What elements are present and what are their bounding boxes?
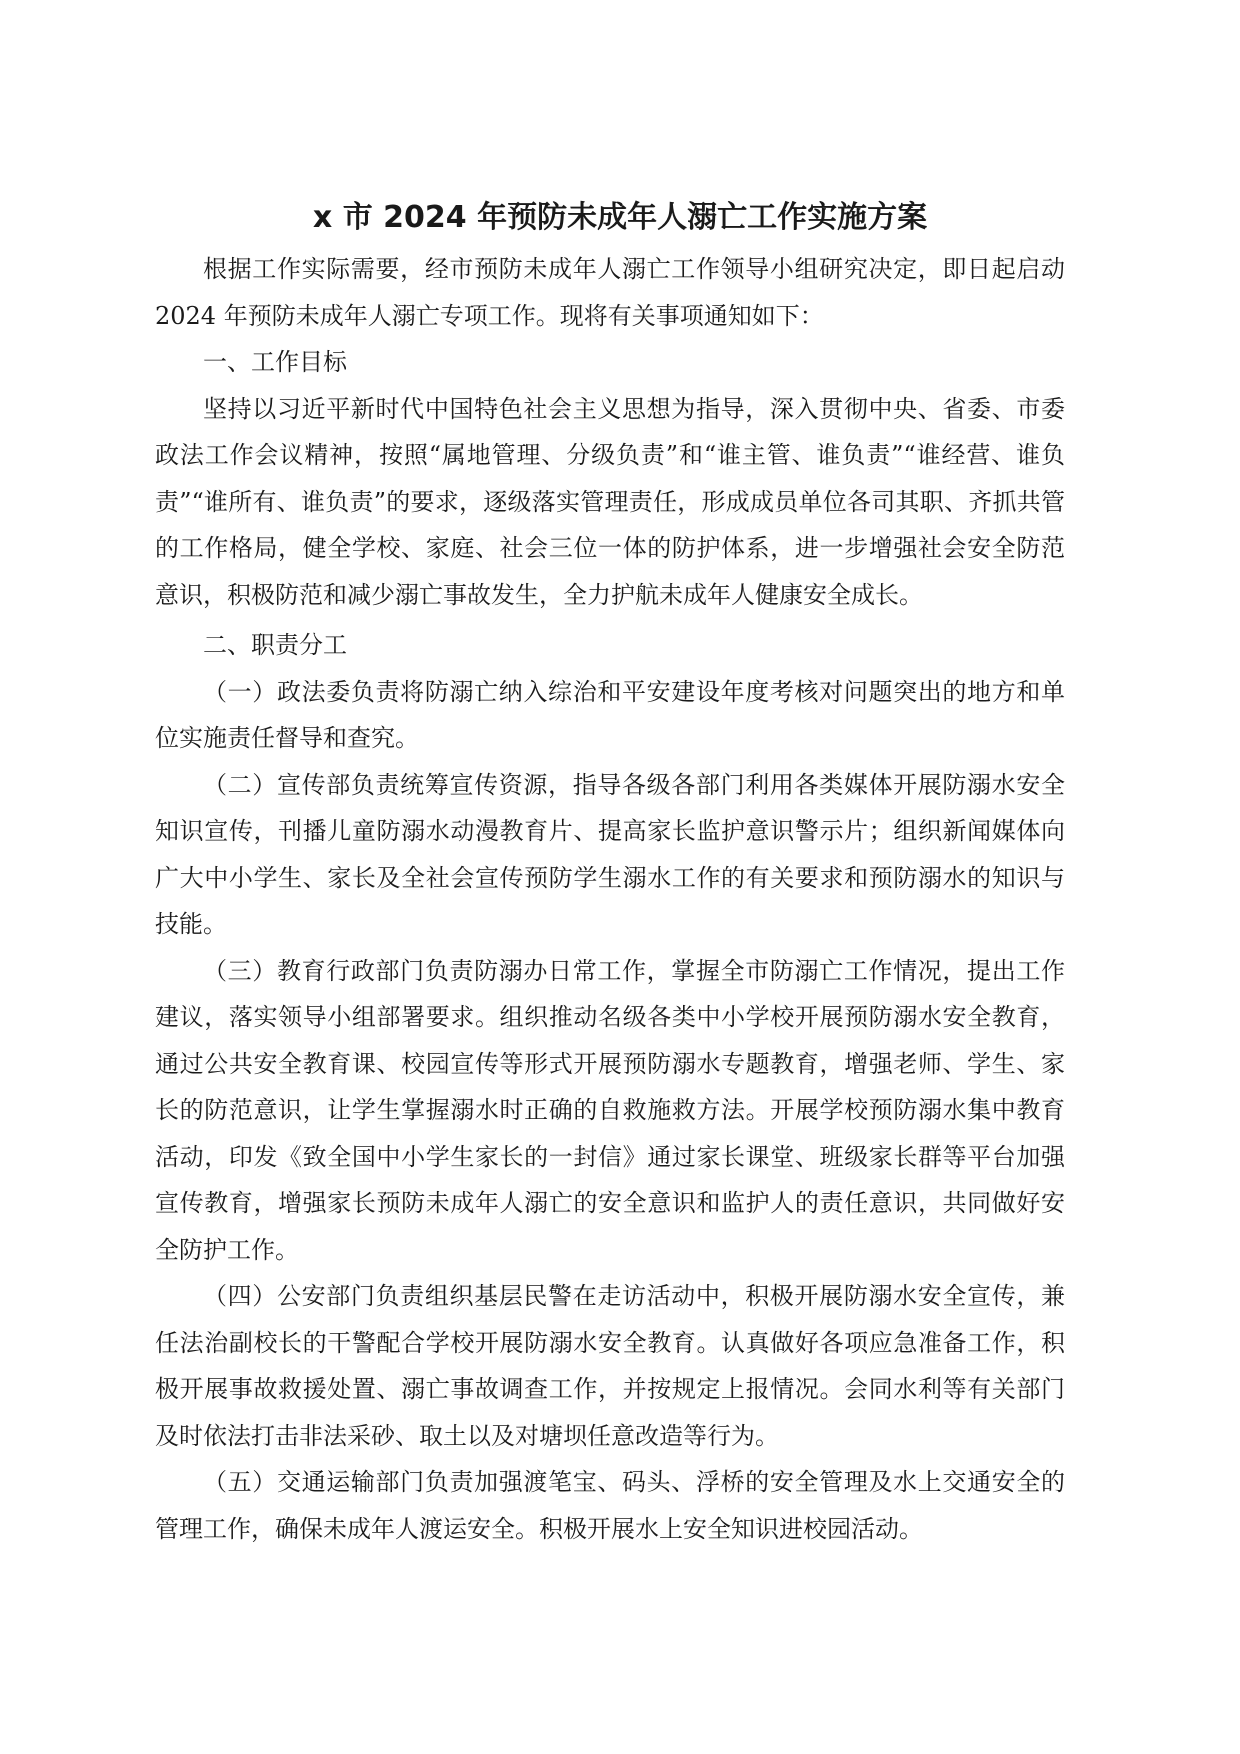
intro-paragraph: 根据工作实际需要，经市预防未成年人溺亡工作领导小组研究决定，即日起启动 2024 年预防未成年人溺亡专项工作。现将有关事项通知如下： [155, 255, 1065, 330]
section-heading-goals: 一、工作目标 [203, 348, 347, 376]
duty-item-transport: （五）交通运输部门负责加强渡笔宝、码头、浮桥的安全管理及水上交通安全的管理工作，确保未成年人渡运安全。积极开展水上安全知识进校园活动。 [155, 1468, 1065, 1543]
document-body [155, 246, 1065, 1552]
goals-paragraph: 坚持以习近平新时代中国特色社会主义思想为指导，深入贯彻中央、省委、市委政法工作会议精神，按照“属地管理、分级负责”和“谁主管、谁负责”“谁经营、谁负责”“谁所有、谁负责”的要求，逐级落实管理责任，形成成员单位各司其职、齐抓共管的工作格局，健全学校、家庭、社会三位一体的防护体系，进一步增强社会安全防范意识，积极防范和减少溺亡事故发生，全力护航未成年人健康安全成长。 [155, 394, 1065, 609]
duty-item-publicity: （二）宣传部负责统筹宣传资源，指导各级各部门利用各类媒体开展防溺水安全知识宣传，刊播儿童防溺水动漫教育片、提高家长监护意识警示片；组织新闻媒体向广大中小学生、家长及全社会宣传预防学生溺水工作的有关要求和预防溺水的知识与技能。 [155, 770, 1065, 938]
section-heading-duties: 二、职责分工 [203, 631, 347, 659]
duty-item-education: （三）教育行政部门负责防溺办日常工作，掌握全市防溺亡工作情况，提出工作建议，落实领导小组部署要求。组织推动名级各类中小学校开展预防溺水安全教育，通过公共安全教育课、校园宣传等形式开展预防溺水专题教育，增强老师、学生、家长的防范意识，让学生掌握溺水时正确的自救施救方法。开展学校预防溺水集中教育活动，印发《致全国中小学生家长的一封信》通过家长课堂、班级家长群等平台加强宣传教育，增强家长预防未成年人溺亡的安全意识和监护人的责任意识，共同做好安全防护工作。 [155, 956, 1065, 1264]
document-title: x 市 2024 年预防未成年人溺亡工作实施方案 [312, 200, 928, 235]
duty-item-political-legal: （一）政法委负责将防溺亡纳入综治和平安建设年度考核对问题突出的地方和单位实施责任督导和查究。 [155, 677, 1065, 752]
duty-item-public-security: （四）公安部门负责组织基层民警在走访活动中，积极开展防溺水安全宣传，兼任法治副校长的干警配合学校开展防溺水安全教育。认真做好各项应急准备工作，积极开展事故救援处置、溺亡事故调查工作，并按规定上报情况。会同水利等有关部门及时依法打击非法采砂、取土以及对塘坝任意改造等行为。 [155, 1282, 1065, 1450]
